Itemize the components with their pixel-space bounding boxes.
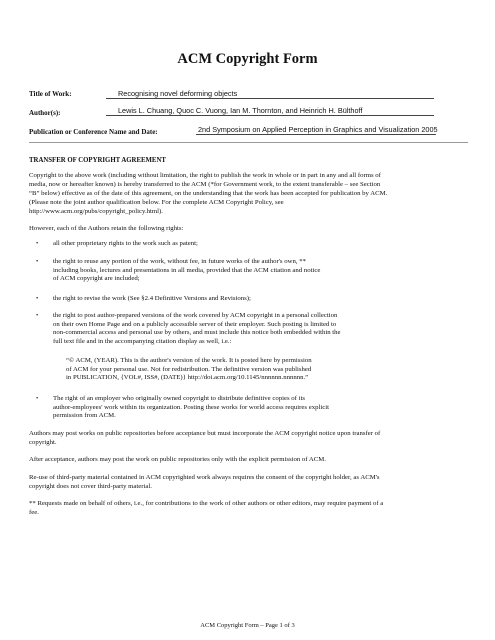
paragraph-line: copyright.	[29, 438, 57, 446]
bullet-item	[53, 395, 453, 421]
paragraph-line: media, now or hereafter known) is hereby transferred to the ACM (*for Government work, to the extent transferable – see Section	[29, 180, 381, 188]
bullet-line: including books, lectures and presentations in all media, provided that the ACM citation and notice	[53, 266, 321, 274]
copyright-notice-quote	[66, 357, 456, 383]
quote-line: “© ACM, (YEAR). This is the author's version of the work. It is posted here by permission	[66, 357, 312, 364]
work-title-value: Recognising novel deforming objects	[118, 88, 238, 98]
acceptance-paragraph	[29, 456, 469, 465]
bullet-item	[53, 295, 453, 304]
authors-value: Lewis L. Chuang, Quoc C. Vuong, Ian M. Thornton, and Heinrich H. Bülthoff	[118, 106, 363, 115]
transfer-paragraph	[29, 172, 469, 217]
paragraph-line: (Please note the joint author qualification below. For the complete ACM Copyright Policy, see	[29, 198, 284, 206]
quote-line: of ACM for your personal use. Not for redistribution. The definitive version was published	[66, 365, 312, 373]
paragraph-line: Authors may post works on public repositories before acceptance but must incorporate the ACM copyright notice upon transfer of	[29, 430, 381, 437]
bullet-icon: •	[36, 240, 39, 247]
bullet-item	[53, 258, 453, 284]
bullet-icon: •	[36, 258, 39, 265]
bullet-line: the right to reuse any portion of the work, without fee, in future works of the author's own, **	[53, 258, 306, 265]
retain-rights-intro: However, each of the Authors retain the following rights:	[29, 225, 184, 232]
bullet-line: on their own Home Page and on a publicly accessible server of their employer. Such posting is limited to	[53, 320, 337, 328]
bullet-line: all other proprietary rights to the work such as patent;	[53, 240, 198, 247]
bullet-item	[53, 240, 453, 249]
bullet-line: the right to post author-prepared versions of the work covered by ACM copyright in a personal collection	[53, 312, 338, 319]
paragraph-line: ** Requests made on behalf of others, i.e., for contributions to the work of other authors or other editors, may require payment of a	[29, 500, 384, 507]
page-footer: ACM Copyright Form – Page 1 of 3	[200, 622, 295, 629]
section-heading: TRANSFER OF COPYRIGHT AGREEMENT	[29, 157, 166, 164]
publication-underline	[196, 134, 436, 135]
bullet-line: of ACM copyright are included;	[53, 275, 140, 283]
paragraph-line: Re-use of third-party material contained in ACM copyrighted work always requires the consent of the copyright holder, as ACM's	[29, 474, 380, 481]
requests-paragraph	[29, 500, 469, 518]
bullet-icon: •	[36, 295, 39, 302]
paragraph-line: Copyright to the above work (including without limitation, the right to publish the work in whole or in part in any and all forms of	[29, 172, 381, 179]
quote-line: in PUBLICATION, {VOL#, ISS#, (DATE)} http://doi.acm.org/10.1145/nnnnnn.nnnnnn.”	[66, 374, 309, 382]
third-party-paragraph	[29, 474, 469, 492]
authors-label: Author(s):	[29, 109, 61, 117]
repository-paragraph	[29, 430, 469, 448]
bullet-item	[53, 312, 453, 347]
bullet-icon: •	[36, 312, 39, 319]
paragraph-line: “B” below) effective as of the date of this agreement, on the understanding that the work has been accepted for publication by ACM.	[29, 189, 388, 197]
bullet-line: author-employees' work within its organization. Posting these works for world access requires explicit	[53, 403, 329, 411]
work-title-label: Title of Work:	[29, 90, 72, 98]
bullet-line: full text file and in the accompanying citation display as well, i.e.:	[53, 338, 232, 346]
paragraph-line: copyright does not cover third-party material.	[29, 482, 152, 490]
bullet-icon: •	[36, 395, 39, 402]
form-title: ACM Copyright Form	[177, 51, 318, 67]
section-divider	[29, 142, 468, 143]
paragraph-line: After acceptance, authors may post the work on public repositories only with the explicit permission of ACM.	[29, 456, 326, 463]
bullet-line: permission from ACM.	[53, 412, 116, 420]
work-title-underline	[106, 98, 434, 99]
publication-label: Publication or Conference Name and Date:	[29, 128, 158, 136]
publication-value: 2nd Symposium on Applied Perception in Graphics and Visualization 2005	[198, 125, 438, 134]
bullet-line: non-commercial access and personal use by others, and must include this notice both embedded within the	[53, 329, 341, 337]
paragraph-line: fee.	[29, 508, 39, 516]
authors-underline	[106, 115, 434, 116]
bullet-line: The right of an employer who originally owned copyright to distribute definitive copies of its	[53, 395, 305, 402]
paragraph-line: http://www.acm.org/pubs/copyright_policy.html).	[29, 207, 163, 215]
bullet-line: the right to revise the work (See §2.4 Definitive Versions and Revisions);	[53, 295, 251, 302]
